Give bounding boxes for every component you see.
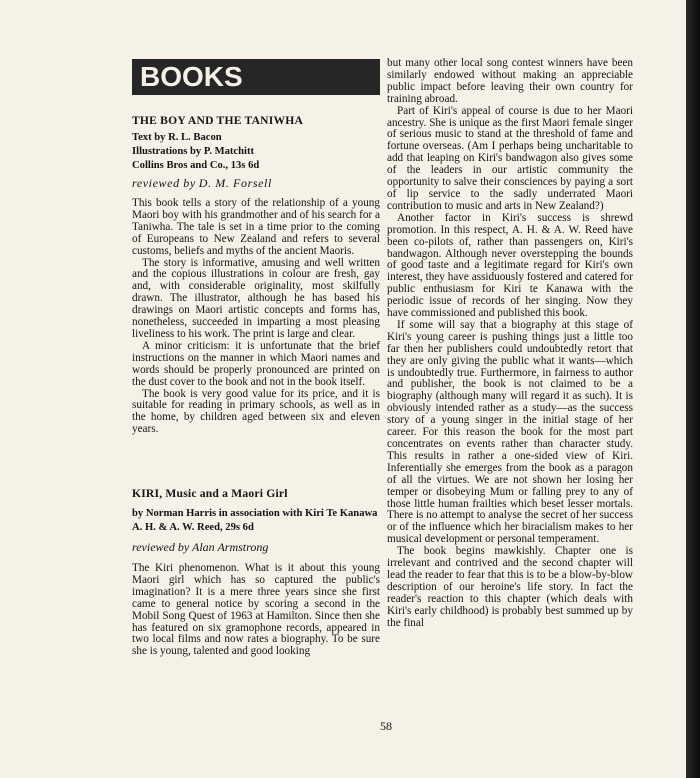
body-paragraph: Another factor in Kiri's success is shrewd promotion. In this respect, A. H. & A. W. Reed have been co-pilots of, rather than passengers on, Kiri's bandwagon. Although never overstepping the bounds of good taste and a legitimate regard for Kiri's own interest, they have assiduously fostered and catered for public enthusiasm for Kiri te Kanawa with the periodic issue of records of her singing. Now they have commissioned and published this book. <box>387 211 633 320</box>
credit-author: Text by R. L. Bacon <box>132 132 222 143</box>
reviewer-line <box>132 176 380 190</box>
credit-author: by Norman Harris in association with Kiri Te Kanawa <box>132 508 378 519</box>
credit-publisher: Collins Bros and Co., 13s 6d <box>132 160 260 171</box>
review-body <box>132 198 380 436</box>
body-paragraph: The Kiri phenomenon. What is it about this young Maori girl which has so captured the public's imagination? It is a mere three years since she first came to general notice by scoring a second in the Mobil Song Quest of 1963 at Hamilton. Since then she has featured on six gramophone records, appeared in two local films and now rates a biography. To be sure she is young, talented and good looking <box>132 562 380 658</box>
body-paragraph: If some will say that a biography at this stage of Kiri's young career is pushing things just a little too far then her publishers could undoubtedly retort that they are only giving the public what it wants—which is undoubtedly true. Furthermore, in fairness to author and publisher, the book is not claimed to be a biography (although many will regard it as such). It is obviously intended rather as a study—as the success story of a young singer in the initial stage of her career. For this reason the book for the most part concentrates on events rather than character study. This results in rather a one-sided view of Kiri. Inferentially she emerges from the book as a paragon of all the virtues. We are not shown her losing her temper or disobeying Mum or falling prey to any of those little human frailties which beset lesser mortals. There is no attempt to analyse the secret of her success or of the influence which her biracialism makes to her musical development or personal temperament. <box>387 318 633 546</box>
body-paragraph: The story is informative, amusing and well written and the copious illustrations in colour are fresh, gay and, with considerable originality, most skilfully drawn. The illustrator, although he has based his drawings on Maori artistic concepts and forms has, nonetheless, succeeded in imparting a most pleasing liveliness to his work. The print is large and clear. <box>132 256 380 340</box>
credit-publisher: A. H. & A. W. Reed, 29s 6d <box>132 522 254 533</box>
right-column <box>387 58 633 630</box>
review-title: KIRI, Music and a Maori Girl <box>132 487 288 500</box>
reviewed-by-label: reviewed by <box>132 176 196 190</box>
section-heading: BOOKS <box>140 61 243 92</box>
review-title: THE BOY AND THE TANIWHA <box>132 114 304 127</box>
reviewer-name: Alan Armstrong <box>192 540 269 554</box>
body-paragraph: but many other local song contest winners have been similarly endowed without making an appreciable public impact before leaving their own country for training abroad. <box>387 57 633 105</box>
reviewer-line <box>132 540 380 554</box>
reviewed-by-label: reviewed by <box>132 540 190 554</box>
review-body <box>132 563 380 658</box>
scan-edge <box>686 0 700 778</box>
section-banner <box>132 59 380 95</box>
body-paragraph: A minor criticism: it is unfortunate that the brief instructions on the manner in which Maori names and words should be properly pronounced are printed on the dust cover to the book and not in the book itself. <box>132 339 380 388</box>
body-paragraph: The book is very good value for its price, and it is suitable for reading in primary schools, as well as in the home, by children aged between six and eleven years. <box>132 387 380 436</box>
body-paragraph: The book begins mawkishly. Chapter one is irrelevant and contrived and the second chapter will lead the reader to fear that this is to be a blow-by-blow description of our heroine's life story. In fact the reader's reaction to this chapter (which deals with Kiri's early childhood) is probably best summed up by the final <box>387 545 633 629</box>
credit-illustrator: Illustrations by P. Matchitt <box>132 146 255 157</box>
page-number: 58 <box>380 719 392 733</box>
body-paragraph: Part of Kiri's appeal of course is due to her Maori ancestry. She is unique as the first Maori female singer of serious music to stand at the threshold of fame and fortune overseas. (Am I perhaps being uncharitable to add that leaping on Kiri's bandwagon also gives some of the leaders in our artistic community the opportunity to salve their consciences by paying a sort of lip service to the sadly underrated Maori contribution to music and arts in New Zealand?) <box>387 104 633 212</box>
reviewer-name: D. M. Forsell <box>198 176 272 190</box>
body-paragraph: This book tells a story of the relationship of a young Maori boy with his grandmother and of his search for a Taniwha. The tale is set in a time prior to the coming of Europeans to New Zealand and refers to several customs, beliefs and myths of the ancient Maoris. <box>132 197 380 257</box>
review-boy-and-the-taniwha <box>132 114 380 436</box>
review-kiri <box>132 487 380 658</box>
